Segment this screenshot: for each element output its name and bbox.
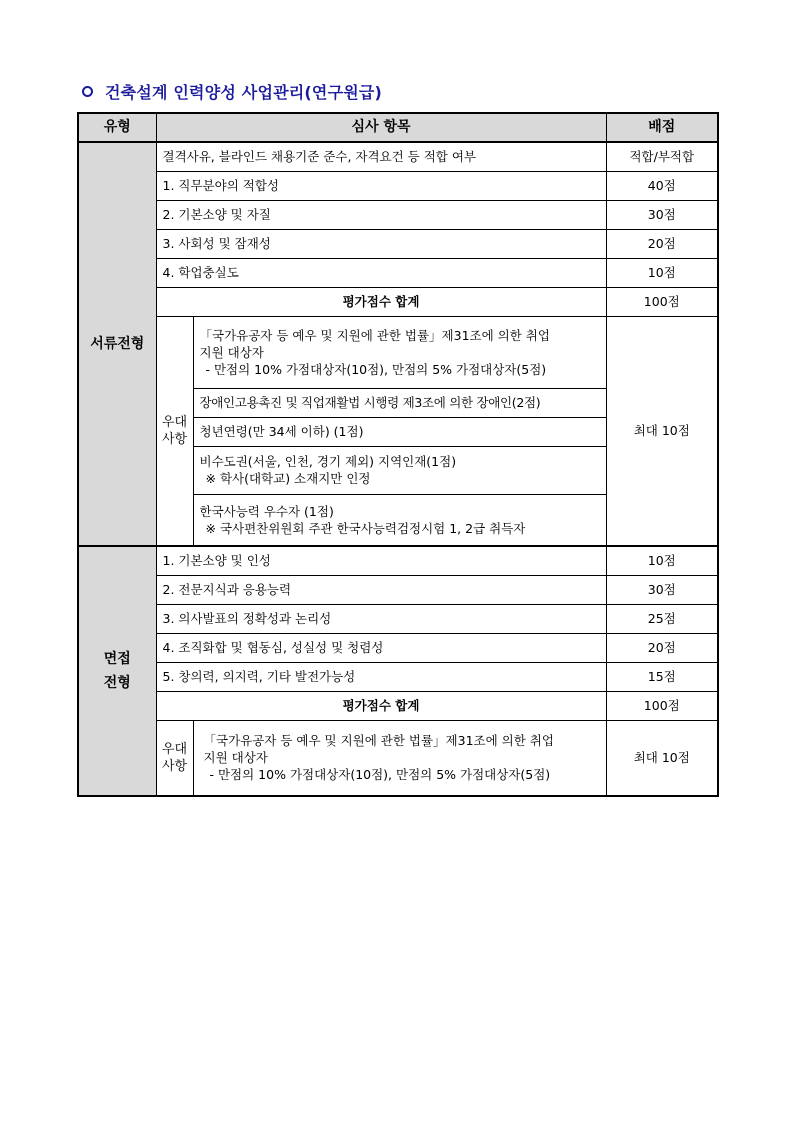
item-score: 20점 — [606, 229, 718, 258]
pref-item: 장애인고용촉진 및 직업재활법 시행령 제3조에 의한 장애인(2점) — [193, 388, 606, 417]
pref-label-line: 사항 — [161, 431, 188, 447]
item-text: 5. 창의력, 의지력, 기타 발전가능성 — [156, 662, 606, 691]
pref-line: 「국가유공자 등 예우 및 지원에 관한 법률」제31조에 의한 취업 — [199, 327, 550, 343]
pref-score: 최대 10점 — [606, 316, 718, 546]
table-row — [78, 229, 718, 258]
table-row — [78, 546, 718, 575]
evaluation-table — [77, 112, 719, 797]
header-type: 유형 — [78, 113, 156, 142]
item-text: 1. 기본소양 및 인성 — [156, 546, 606, 575]
category-line: 전형 — [103, 675, 131, 691]
pref-line: 한국사능력 우수자 (1점) — [199, 503, 334, 519]
table-row — [78, 171, 718, 200]
pref-item: 청년연령(만 34세 이하) (1점) — [193, 417, 606, 446]
item-score: 25점 — [606, 604, 718, 633]
pref-row — [78, 720, 718, 796]
header-items: 심사 항목 — [156, 113, 606, 142]
table-row — [78, 258, 718, 287]
pref-line: 지원 대상자 — [199, 344, 264, 360]
total-row — [78, 287, 718, 316]
pref-label-line: 사항 — [161, 758, 188, 774]
header-row — [78, 113, 718, 142]
item-score: 15점 — [606, 662, 718, 691]
table-row — [78, 662, 718, 691]
item-text: 4. 학업충실도 — [156, 258, 606, 287]
pref-label-line: 우대 — [161, 741, 188, 757]
eligibility-item: 결격사유, 블라인드 채용기준 준수, 자격요건 등 적합 여부 — [156, 142, 606, 171]
item-score: 10점 — [606, 546, 718, 575]
pref-item — [193, 446, 606, 494]
table-row — [78, 633, 718, 662]
pref-line: - 만점의 10% 가점대상자(10점), 만점의 5% 가점대상자(5점) — [209, 767, 551, 783]
total-score: 100점 — [606, 691, 718, 720]
pref-line: ※ 학사(대학교) 소재지만 인정 — [205, 471, 371, 486]
pref-label-line: 우대 — [161, 414, 188, 430]
page-title — [82, 80, 382, 103]
total-score: 100점 — [606, 287, 718, 316]
pref-line: ※ 국사편찬위원회 주관 한국사능력검정시험 1, 2급 취득자 — [205, 520, 526, 536]
pref-label — [156, 316, 193, 546]
item-text: 2. 전문지식과 응용능력 — [156, 575, 606, 604]
table-row — [78, 575, 718, 604]
item-score: 30점 — [606, 200, 718, 229]
pref-item — [193, 316, 606, 388]
item-score: 40점 — [606, 171, 718, 200]
total-label: 평가점수 합계 — [156, 287, 606, 316]
item-text: 3. 의사발표의 정확성과 논리성 — [156, 604, 606, 633]
item-text: 4. 조직화합 및 협동심, 성실성 및 청렴성 — [156, 633, 606, 662]
item-score: 20점 — [606, 633, 718, 662]
eligibility-score: 적합/부적합 — [606, 142, 718, 171]
table-row — [78, 200, 718, 229]
header-score: 배점 — [606, 113, 718, 142]
pref-row — [78, 316, 718, 388]
total-label: 평가점수 합계 — [156, 691, 606, 720]
pref-line: 비수도권(서울, 인천, 경기 제외) 지역인재(1점) — [199, 454, 457, 469]
pref-score: 최대 10점 — [606, 720, 718, 796]
category-doc: 서류전형 — [78, 142, 156, 546]
category-interview — [78, 546, 156, 796]
pref-label — [156, 720, 193, 796]
circle-bullet-icon — [82, 86, 93, 97]
table-row — [78, 142, 718, 171]
title-text: 건축설계 인력양성 사업관리(연구원급) — [105, 83, 383, 102]
total-row — [78, 691, 718, 720]
item-score: 10점 — [606, 258, 718, 287]
item-text: 3. 사회성 및 잠재성 — [156, 229, 606, 258]
pref-item — [193, 720, 606, 796]
item-text: 1. 직무분야의 적합성 — [156, 171, 606, 200]
pref-line: - 만점의 10% 가점대상자(10점), 만점의 5% 가점대상자(5점) — [205, 361, 547, 377]
item-score: 30점 — [606, 575, 718, 604]
item-text: 2. 기본소양 및 자질 — [156, 200, 606, 229]
pref-line: 지원 대상자 — [203, 750, 268, 766]
category-line: 면접 — [103, 651, 131, 667]
pref-item — [193, 494, 606, 546]
pref-line: 「국가유공자 등 예우 및 지원에 관한 법률」제31조에 의한 취업 — [203, 733, 554, 749]
table-row — [78, 604, 718, 633]
